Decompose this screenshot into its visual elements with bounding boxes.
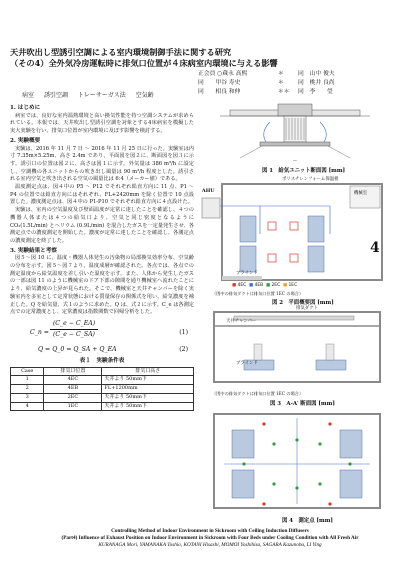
keyword: 空気齢 xyxy=(135,92,154,99)
figure-3-note: （図中の排気ダクトは排気口位置 1EC の場合） xyxy=(212,391,304,396)
author-row: 同 甲谷 寿史 ＊ 同 桃井 良尚 xyxy=(198,80,335,86)
table-header: 排気口高さ xyxy=(102,367,194,376)
paragraph: 実験は、室内の空気温度及び壁面温度が定常に達したことを確認し、４つの機器人体または４つの給気口より、空気と同じ密度となるように CO₂(1.5L/min) とヘリウム (0.9L/min) を混合したガスを一定量発生させ、各測定点での濃度測定を開始した。濃度が定常に達したことを確認し、各測定点の濃度測定を終了した。 xyxy=(10,207,194,244)
keyword: 誘引空調 xyxy=(43,92,68,99)
figure-1-caption: 図 1 給気ユニット断面図 [mm] xyxy=(262,168,346,174)
keywords xyxy=(22,90,162,99)
chamber-label: 天井チャンバー xyxy=(226,319,257,324)
english-abstract xyxy=(30,528,390,550)
author-row: 正会員 ○蔵永 高熙 ＊ 同 山中 俊夫 xyxy=(198,71,335,77)
duct-label: 排気ダクト xyxy=(296,306,318,311)
paragraph: 図５～図 10 に、温度・機器人体発生の汚染物の局部換気効率分布、空気齢の分布を示す。図５～図７より、温度成層が確認された。各点では、各点での測定温度から給気温度を差し引いた温度を示す。また、人体から発生したガスの一部は図 11 のように機械室のドア下部の隙間を通り機械室へ流れたことにより、給気濃度の上昇が見られた。そこで、機械室と天井チャンバーを除く実験室内を多室として定常状態における質量保存の関係式を用い、給気濃度を補正した。Q を給気量、式１のように求めた。Q は、式２に示す。C_e は各測定点での定常濃度とし、定常濃度は指数関数で回帰分析をした。 xyxy=(10,255,194,316)
english-authors: KURANAGA Mori, YAMANAKA Toshio, KOTANI Hisashi, MOMOI Yoshihisa, SAGARA Kazunobu, LI Ying xyxy=(98,542,322,549)
author-row: 同 相良 和伸 ＊＊ 同 李 瑩 xyxy=(198,89,333,95)
figure-2-legend: ■ 4EC ■ 4EB ■ 2EC ■ 1EC xyxy=(232,283,298,288)
table-row: 3 2EC 天井より 50mm下 xyxy=(11,393,194,402)
table-row: 1 4EC 天井より 50mm下 xyxy=(11,376,194,385)
figure-4-caption: 図 4 測定点 [mm] xyxy=(282,518,333,524)
figure-2-note: （図中の排気ダクトは排気口位置 1EC の場合） xyxy=(212,291,304,296)
body-text-column xyxy=(10,103,194,411)
svg-text:—: — xyxy=(293,158,297,163)
machine-room-label: 機械室 xyxy=(354,191,368,196)
section-blind-label: ブラインド xyxy=(236,361,258,366)
conditions-table xyxy=(10,367,194,412)
table-header-row xyxy=(11,367,194,376)
section-heading: 3. 実験結果と考察 xyxy=(10,247,57,254)
figure-2-caption: 図 2 平面概要図 [mm] xyxy=(272,300,334,306)
paragraph: 温度測定点は、図４中の P5 ～ P12 でそれぞれ鉛直方向に 11 点、P1 ～ P4 の位置では鉛直方向にはそれぞれ、FL+2420mm を除く位置で 10 点設置した。濃度測定点は、図４中の P1-P10 でそれぞれ鉛直方向に４点設けた。 xyxy=(10,184,194,206)
section-heading: 1. はじめに xyxy=(10,105,41,111)
paragraph: 病室では、良好な室内温熱環境と高い換気性能を持つ空調システムが求められている。本報では、天井吹出し型誘引空調を対象とする4床病室を模擬した実大実験を行い、排気口位置が室内環境に及ぼす影響を検討する。 xyxy=(10,112,194,135)
table-row: 4 1EC 天井より 50mm下 xyxy=(11,402,194,411)
table-title: 表１ 実験条件表 xyxy=(79,357,125,364)
figure-3-caption: 図 3 A-A′ 断面図 [mm] xyxy=(270,401,335,407)
table-row: 2 4EB FL+1200mm xyxy=(11,385,194,394)
table-header: Case xyxy=(11,367,44,376)
figure-4-measurement-points xyxy=(204,410,390,514)
equation-1: C_n = $\frac{(C\_e - C\_EA)}{(C\_e - C\_SA)}$ (1) xyxy=(30,319,188,338)
ahu-label: AHU xyxy=(202,188,215,194)
paper-title-line1: 天井吹出し型誘引空調による室内環境制御手法に関する研究 xyxy=(10,47,232,57)
english-subtitle: (Part4) Influence of Exhaust Position on Indoor Environment in Sickroom with Four Beds under Cooling Condition with All Fresh Air xyxy=(61,535,359,542)
figure-2-number: 4 xyxy=(370,240,380,256)
polystyrene-label: ポリスチレンフォーム保温板 xyxy=(282,177,339,182)
english-title: Controlling Method of Indoor Environment in Sickroom with Ceiling Induction Diffusers xyxy=(111,528,309,534)
paragraph: 実験は、2016 年 11 月 7 日 ～ 2016 年 11 月 25 日に行った。実験室は内寸 7.35m×5.25m、高さ 2.4m であり、平面図を図２に、断面図を図３に示す。誘引口の位置は図２に、高さは図１に示す。外気量は 386 m³/h に設定し、空調機の各ユニットからの吹き出し風量は 90 m³/h 程度とした。誘引される室内空気と吹き出される空気の風量比は 6:4（メーカー値）である。 xyxy=(10,145,194,183)
keyword: 病室 xyxy=(22,92,35,99)
table-header: 排気口位置 xyxy=(44,367,102,376)
blind-label: ブラインド xyxy=(236,271,258,276)
equation-2: Q = Q_0 = Q_SA + Q_EA (2) xyxy=(38,345,188,353)
author-block xyxy=(198,70,394,97)
paper-title-line2: （その4）全外気冷房運転時に排気口位置が４床病室内環境に与える影響 xyxy=(10,58,278,68)
equation-fraction: $\frac{(C\_e - C\_EA)}{(C\_e - C\_SA)}$ xyxy=(50,320,98,338)
keyword: トレーサーガス法 xyxy=(77,92,126,99)
figure-1-supply-unit-section xyxy=(200,102,390,164)
section-heading: 2. 実験概要 xyxy=(10,137,41,144)
